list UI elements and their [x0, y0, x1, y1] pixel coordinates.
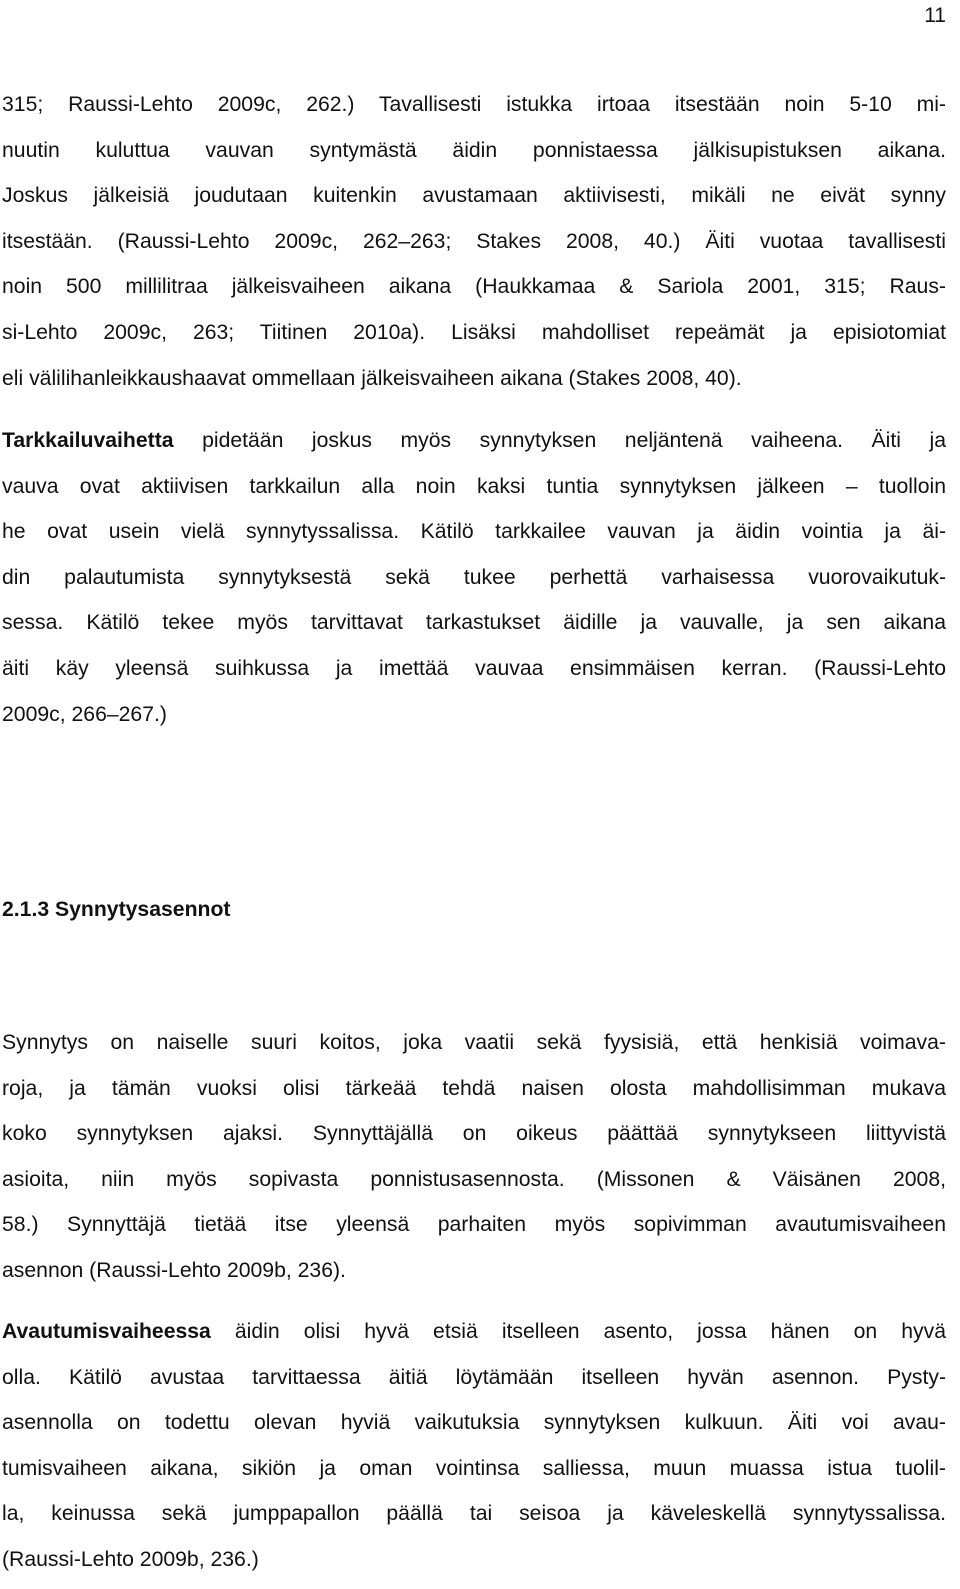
text-line: sessa. Kätilö tekee myös tarvittavat tarkastukset äidille ja vauvalle, ja sen aikana	[2, 611, 946, 635]
text-line: si-Lehto 2009c, 263; Tiitinen 2010a). Lisäksi mahdolliset repeämät ja episiotomiat	[2, 320, 946, 344]
bold-term: Avautumisvaiheessa	[2, 1320, 211, 1343]
paragraph-jalkeisvaihe	[2, 82, 946, 401]
paragraph-avautumisvaihe	[2, 1309, 946, 1583]
text-line: 58.) Synnyttäjä tietää itse yleensä parhaiten myös sopivimman avautumisvaiheen	[2, 1213, 946, 1237]
paragraph-synnytysasennot	[2, 1020, 946, 1294]
text-line: la, keinussa sekä jumppapallon päällä tai seisoa ja käveleskellä synnytyssalissa.	[2, 1502, 946, 1526]
text-line: äiti käy yleensä suihkussa ja imettää vauvaa ensimmäisen kerran. (Raussi-Lehto	[2, 656, 946, 680]
text-line: roja, ja tämän vuoksi olisi tärkeää tehdä naisen olosta mahdollisimman mukava	[2, 1076, 946, 1100]
text-line: koko synnytyksen ajaksi. Synnyttäjällä on oikeus päättää synnytykseen liittyvistä	[2, 1122, 946, 1146]
text-fragment: äidin olisi hyvä etsiä itselleen asento, jossa hänen on hyvä	[210, 1320, 946, 1343]
text-line: 315; Raussi-Lehto 2009c, 262.) Tavallisesti istukka irtoaa itsestään noin 5-10 mi-	[2, 93, 946, 116]
text-line	[2, 1309, 946, 1355]
text-line: he ovat usein vielä synnytyssalissa. Kätilö tarkkailee vauvan ja äidin vointia ja äi-	[2, 520, 946, 544]
text-line: Synnytys on naiselle suuri koitos, joka vaatii sekä fyysisiä, että henkisiä voimava-	[2, 1031, 946, 1054]
paragraph-tarkkailuvaihe	[2, 418, 946, 737]
text-line: vauva ovat aktiivisen tarkkailun alla noin kaksi tuntia synnytyksen jälkeen – tuolloin	[2, 474, 946, 498]
text-line	[2, 418, 946, 464]
text-line: din palautumista synnytyksestä sekä tukee perhettä varhaisessa vuorovaikutuk-	[2, 565, 946, 589]
bold-term: Tarkkailuvaihetta	[2, 429, 174, 452]
text-line: (Raussi-Lehto 2009b, 236.)	[2, 1547, 259, 1571]
text-line: tumisvaiheen aikana, sikiön ja oman vointinsa salliessa, muun muassa istua tuolil-	[2, 1456, 946, 1480]
text-line: eli välilihanleikkaushaavat ommellaan jälkeisvaiheen aikana (Stakes 2008, 40).	[2, 366, 742, 390]
text-line: asennon (Raussi-Lehto 2009b, 236).	[2, 1258, 346, 1282]
text-fragment: pidetään joskus myös synnytyksen neljäntenä vaiheena. Äiti ja	[173, 429, 946, 452]
text-line: Joskus jälkeisiä joudutaan kuitenkin avustamaan aktiivisesti, mikäli ne eivät synny	[2, 184, 946, 208]
text-line: itsestään. (Raussi-Lehto 2009c, 262–263; Stakes 2008, 40.) Äiti vuotaa tavallisesti	[2, 229, 946, 253]
page-number: 11	[924, 4, 946, 27]
text-line: 2009c, 266–267.)	[2, 702, 167, 726]
text-line: asioita, niin myös sopivasta ponnistusasennosta. (Missonen & Väisänen 2008,	[2, 1167, 946, 1191]
text-line: olla. Kätilö avustaa tarvittaessa äitiä löytämään itselleen hyvän asennon. Pysty-	[2, 1365, 946, 1389]
text-line: nuutin kuluttua vauvan syntymästä äidin ponnistaessa jälkisupistuksen aikana.	[2, 138, 946, 162]
section-heading: 2.1.3 Synnytysasennot	[2, 898, 231, 921]
text-line: asennolla on todettu olevan hyviä vaikutuksia synnytyksen kulkuun. Äiti voi avau-	[2, 1411, 946, 1435]
text-line: noin 500 millilitraa jälkeisvaiheen aikana (Haukkamaa & Sariola 2001, 315; Raus-	[2, 275, 946, 299]
